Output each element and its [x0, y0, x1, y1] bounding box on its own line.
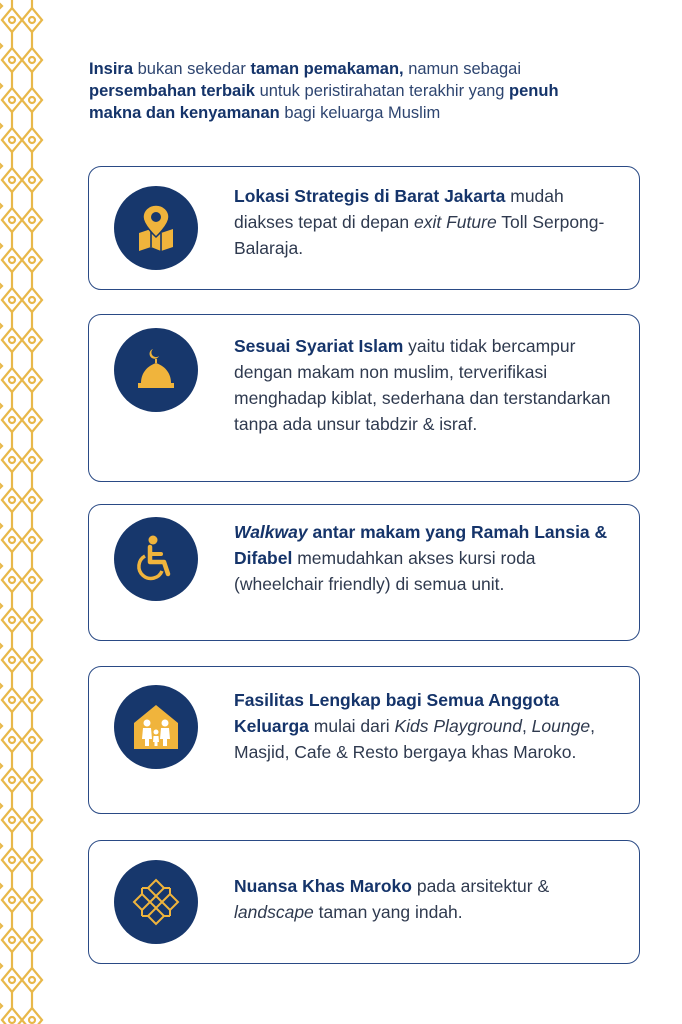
card-italic: Kids Playground	[394, 716, 522, 736]
card-body: , Masjid, Cafe & Resto bergaya khas Maroko.	[234, 716, 595, 762]
intro-text: bukan sekedar	[133, 60, 251, 78]
intro-emphasis: taman pemakaman,	[250, 60, 404, 78]
decorative-border	[0, 0, 44, 1024]
card-heading: Sesuai Syariat Islam	[234, 336, 404, 356]
card-body: yaitu tidak bercampur dengan makam non muslim, terverifikasi menghadap kiblat, sederhana dan terstandarkan tanpa ada unsur tabdzir & israf.	[234, 336, 611, 434]
feature-card-syariat	[88, 314, 640, 482]
card-body: mudah diakses tepat di depan	[234, 186, 564, 232]
card-body: taman yang indah.	[313, 902, 463, 922]
location-map-icon	[114, 186, 198, 270]
card-text	[234, 687, 621, 765]
wheelchair-icon	[114, 517, 198, 601]
feature-card-location	[88, 166, 640, 290]
card-italic: landscape	[234, 902, 314, 922]
feature-card-maroko	[88, 840, 640, 964]
card-body: pada arsitektur &	[411, 876, 550, 896]
card-text	[234, 183, 621, 261]
card-body: mulai dari	[308, 716, 395, 736]
intro-text: namun sebagai	[403, 60, 522, 78]
moroccan-ornament-icon	[114, 860, 198, 944]
card-italic: Lounge	[531, 716, 591, 736]
card-body: Toll Serpong-Balaraja.	[234, 212, 605, 258]
card-text	[234, 519, 621, 597]
intro-paragraph	[89, 58, 589, 124]
card-italic: exit Future	[414, 212, 497, 232]
card-text	[234, 873, 621, 925]
card-body: ,	[521, 716, 532, 736]
intro-brand: Insira	[89, 60, 134, 78]
card-heading: antar makam yang Ramah Lansia & Difabel	[234, 522, 608, 568]
feature-card-walkway	[88, 504, 640, 641]
card-heading: Lokasi Strategis di Barat Jakarta	[234, 186, 506, 206]
family-home-icon	[114, 685, 198, 769]
card-heading: Fasilitas Lengkap bagi Semua Anggota Keluarga	[234, 690, 560, 736]
intro-emphasis: persembahan terbaik	[89, 82, 255, 100]
card-body: memudahkan akses kursi roda (wheelchair friendly) di semua unit.	[234, 548, 536, 594]
mosque-dome-icon	[114, 328, 198, 412]
intro-text: untuk peristirahatan terakhir yang	[254, 82, 510, 100]
intro-text: bagi keluarga Muslim	[279, 104, 441, 122]
card-heading-italic: Walkway	[234, 522, 308, 542]
card-heading: Nuansa Khas Maroko	[234, 876, 412, 896]
feature-card-fasilitas	[88, 666, 640, 814]
card-text	[234, 333, 621, 437]
intro-emphasis: penuh makna dan kenyamanan	[89, 82, 559, 122]
